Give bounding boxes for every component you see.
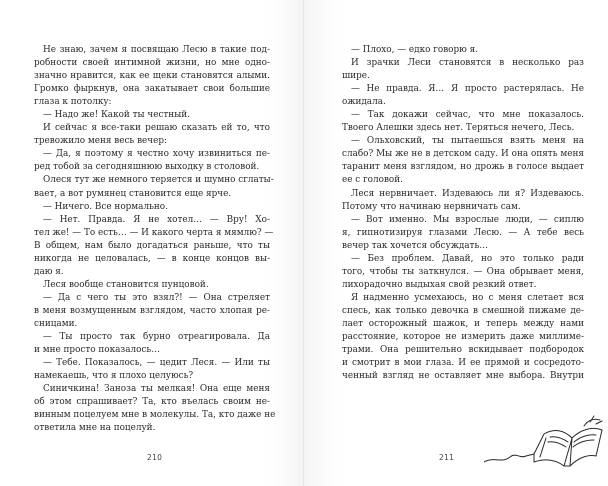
left-page-text-line: Олеся тут же немного теряется и шумно сглаты- [43, 175, 274, 186]
right-page-text-line: ченный взгляд не оставляет мне выбора. Внутри [342, 371, 584, 382]
right-page-text-line: слабо? Мы же не в детском саду. И она опять меня [342, 149, 584, 160]
left-page-text-line: — Нет. Правда. Я не хотел… — Вру! Хо- [43, 214, 270, 225]
right-page-text-line: я, гипнотизируя глазами Лесю. — А тебе весь [342, 227, 584, 238]
open-book-icon [484, 412, 608, 480]
left-page-number: 210 [147, 453, 163, 462]
left-page-text-line: Громко фыркнув, она закатывает свои большие [34, 84, 270, 95]
left-page-text-line: В общем, нам было догадаться раньше, что ты [34, 240, 270, 251]
right-page-text-line: вечер так хочется обсуждать… [342, 240, 489, 251]
left-page-text-line: вает, а вот румянец становится еще ярче. [34, 188, 232, 199]
left-page-text-line: Синичкина! Заноза ты мелкая! Она еще меня [43, 384, 270, 395]
right-page-text-line: и смотрит в мои глаза. И ее прямой и сосредото- [342, 358, 584, 369]
right-page-text-line: И зрачки Леси становятся в несколько раз [351, 58, 584, 69]
left-page-text-line: в меня возмущенным взглядом, часто хлопая ре- [34, 305, 270, 316]
left-page-text-line: никогда не целовалась, — в конце концов вы- [34, 253, 270, 264]
left-page-text-line: винным поцелуем мне в молекулы. Та, кто даже не [34, 410, 276, 421]
right-page-text [342, 44, 584, 383]
left-page-text [34, 44, 276, 435]
left-page-text-line: Леся вообще становится пунцовой. [43, 279, 209, 290]
right-page-text-line: того, чтобы ты заткнулся. — Она обрывает меня, [342, 266, 584, 277]
left-page-text-line: — Надо же! Какой ты честный. [43, 110, 190, 121]
right-page-text-line: спесь, как только девочка в смешной пижаме де- [342, 305, 584, 316]
right-page-text-line: — Без проблем. Давай, но это только ради [351, 253, 584, 264]
right-page-text-line: — Не правда. Я… Я просто растерялась. Не [351, 84, 584, 95]
right-page-text-line: расстояние, которое не измерить даже миллиме- [342, 332, 584, 343]
right-page-text-line: — Так докажи сейчас, что мне показалось. [351, 110, 584, 121]
left-page-text-line: робности своей интимной жизни, но мне одно- [34, 58, 270, 69]
right-page-text-line: лает осторожный шажок, и теперь между нами [342, 318, 584, 329]
left-page-text-line: намекаешь, что я плохо целуюсь? [34, 371, 194, 382]
left-page-text-line: тревожило меня весь вечер: [34, 136, 167, 147]
right-page-text-line: Потому что начинаю нервничать сам. [342, 201, 521, 212]
right-page-text-line: трами. Она решительно вскидывает подбородок [342, 345, 584, 356]
left-page-text-line: — Да, я поэтому я честно хочу извиниться пе- [43, 149, 270, 160]
right-page-number: 211 [439, 453, 455, 462]
right-page-text-line: — Вот именно. Мы взрослые люди, — сиплю [351, 214, 584, 225]
left-page-text-line: ответила мне на поцелуй. [34, 423, 156, 434]
right-page-text-line: ее с головой. [342, 175, 403, 186]
left-page-text-line: — Тебе. Показалось, — цедит Леся. — Или ты [43, 358, 270, 369]
left-page-text-line: даю я. [34, 266, 64, 277]
right-page-text-line: таранит меня взглядом, но дрожь в голосе выдает [342, 162, 584, 173]
left-page-text-line: И сейчас я все-таки решаю сказать ей то, что [43, 123, 270, 134]
left-page-text-line: — Да с чего ты это взял?! — Она стреляет [43, 292, 270, 303]
right-page-text-line: Я надменно усмехаюсь, но с меня слетает вся [351, 292, 584, 303]
left-page-text-line: Не знаю, зачем я посвящаю Лесю в такие под- [43, 45, 270, 55]
right-page-text-line: Леся нервничает. Издеваюсь ли я? Издеваюсь. [351, 188, 584, 199]
left-page-text-line: ред тобой за сегодняшнюю выходку в столовой. [34, 162, 260, 173]
left-page-text-line: — Ничего. Все нормально. [43, 201, 168, 212]
right-page-text-line: ожидала. [342, 97, 386, 108]
right-page-text-line: шире. [342, 71, 370, 82]
right-page-text-line: Твоего Алешки здесь нет. Теряться нечего, Лесь. [342, 123, 575, 134]
left-page-text-line: сницами. [34, 318, 78, 329]
right-page-text-line: — Ольховский, ты пытаешься взять меня на [351, 136, 584, 147]
left-page-text-line: об этом спрашивает? Та, кто въелась своим не- [34, 397, 270, 408]
left-page-text-line: тел же! — То есть… — И какого черта я мямлю? — [34, 227, 274, 238]
left-page-text-line: глаза к потолку: [34, 97, 112, 108]
right-page-text-line: лихорадочно выдыхая свой резкий ответ. [342, 279, 537, 290]
left-page-text-line: — Ты просто так бурно отреагировала. Да [43, 332, 270, 343]
left-page-text-line: значно нравится, как ее щеки становятся алыми. [34, 71, 270, 82]
right-page-text-line: — Плохо, — едко говорю я. [351, 45, 479, 55]
left-page-text-line: и мне просто показалось… [34, 345, 161, 356]
